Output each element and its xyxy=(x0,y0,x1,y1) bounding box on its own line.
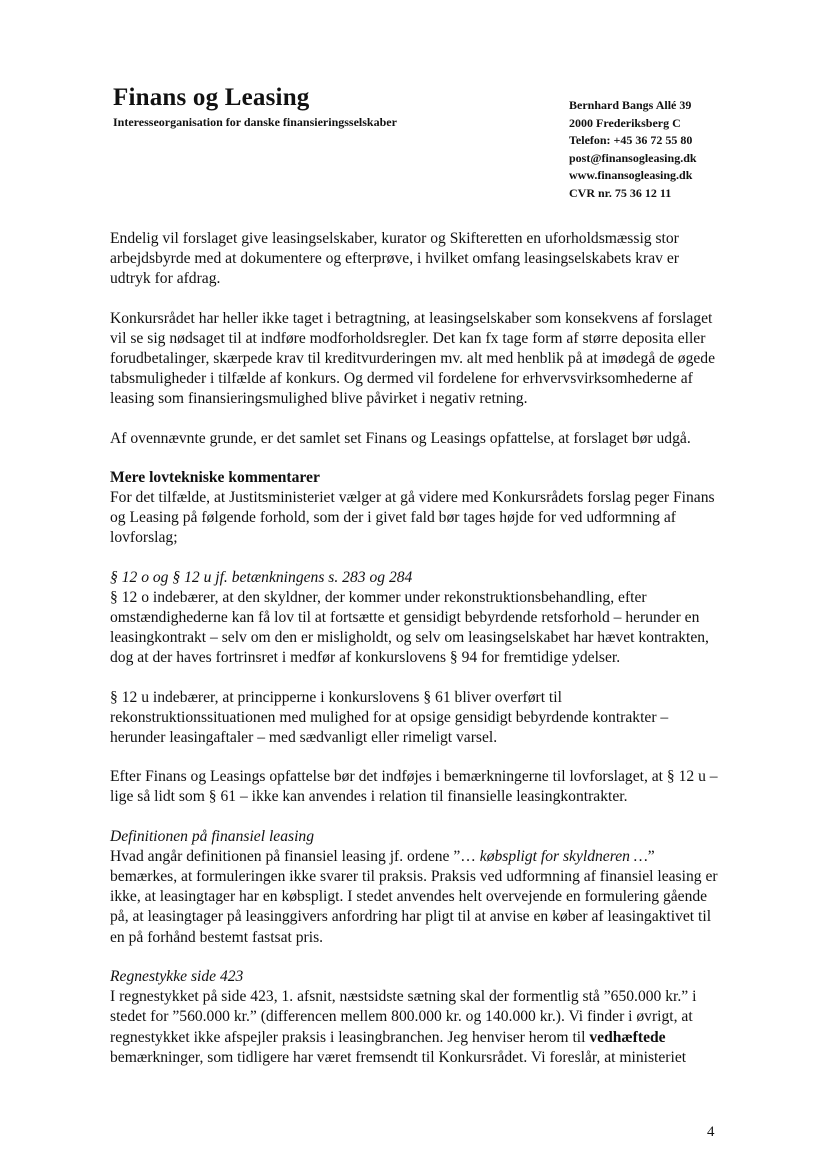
address-street: Bernhard Bangs Allé 39 xyxy=(569,98,692,112)
section-heading: Mere lovtekniske kommentarer xyxy=(110,468,320,486)
paragraph-calculation xyxy=(110,987,720,1068)
address-city: 2000 Frederiksberg C xyxy=(569,115,681,130)
calculation-attachment-word: vedhæftede xyxy=(589,1028,666,1046)
paragraph-definition xyxy=(110,847,720,948)
paragraph-countermeasures: Konkursrådet har heller ikke taget i betragtning, at leasingselskaber som konsekvens af forslaget vil se sig nødsaget til at indføre modforholdsregler. Det kan fx tage form af større deposita eller forudbetalinger, skærpede krav til kreditvurderingen mv. alt med henblik på at imødegå de øgede tabsmuligheder i tilfælde af konkurs. Og dermed vil fordelene for erhvervsvirksomhederne af leasing som finansieringsmulighed blive påvirket i negativ retning. xyxy=(110,309,716,408)
calculation-text-start: I regnestykket på side 423, 1. afsnit, næstsidste sætning skal der formentlig stå ”650.000 kr.” i stedet for ”560.000 kr.” (differencen mellem 800.000 kr. og 140.000 kr.). Vi finder i øvrigt, at regnestykket ikke afspejler praksis i leasingbranchen. Jeg henviser herom til xyxy=(110,988,697,1046)
paragraph-workload: Endelig vil forslaget give leasingselskaber, kurator og Skifteretten en uforholdsmæssig stor arbejdsbyrde med at dokumentere og efterprøve, i hvilket omfang leasingselskabets krav er udtryk for afdrag. xyxy=(110,230,679,288)
org-subtitle: Interesseorganisation for danske finansieringsselskaber xyxy=(113,115,397,129)
paragraph-opinion: Efter Finans og Leasings opfattelse bør det indføjes i bemærkningerne til lovforslaget, at § 12 u – lige så lidt som § 61 – ikke kan anvendes i relation til finansielle leasingkontrakter. xyxy=(110,768,718,806)
address-phone: Telefon: +45 36 72 55 80 xyxy=(569,133,693,148)
subsection-heading-definition: Definitionen på finansiel leasing xyxy=(110,827,314,845)
definition-text-end: ” bemærkes, at formuleringen ikke svarer til praksis. Praksis ved udformning af finansiel leasing er ikke, at leasingtager har en købspligt. I stedet anvendes helt overvejende en formulering gående på, at leasingtager på leasinggivers anfordring har pligt til at anvise en køber af leasingaktivet til en på forhånd bestemt fastsat pris. xyxy=(110,847,718,946)
address-email: post@finansogleasing.dk xyxy=(569,150,697,165)
calculation-text-end: bemærkninger, som tidligere har været fremsendt til Konkursrådet. Vi foreslår, at ministeriet xyxy=(110,1048,687,1066)
subsection-heading-paragraphs: § 12 o og § 12 u jf. betænkningens s. 283 og 284 xyxy=(110,568,413,586)
definition-text-start: Hvad angår definitionen på finansiel leasing jf. ordene ”… xyxy=(110,847,480,865)
paragraph-12u: § 12 u indebærer, at principperne i konkurslovens § 61 bliver overført til rekonstruktionssituationen med mulighed for at opsige gensidigt bebyrdende kontrakter – herunder leasingaftaler – med sædvanligt eller rimeligt varsel. xyxy=(110,688,669,747)
subsection-heading-calculation: Regnestykke side 423 xyxy=(110,967,244,985)
definition-quote: købspligt for skyldneren … xyxy=(479,847,648,865)
document-body xyxy=(110,229,720,1068)
paragraph-conclusion: Af ovennævnte grunde, er det samlet set Finans og Leasings opfattelse, at forslaget bør udgå. xyxy=(110,429,691,447)
address-website: www.finansogleasing.dk xyxy=(569,168,693,183)
org-name: Finans og Leasing xyxy=(113,84,310,111)
address-block xyxy=(569,97,697,203)
paragraph-intro: For det tilfælde, at Justitsministeriet vælger at gå videre med Konkursrådets forslag peger Finans og Leasing på følgende forhold, som der i givet fald bør tages højde for ved udformning af lovforslag; xyxy=(110,489,715,547)
address-cvr: CVR nr. 75 36 12 11 xyxy=(569,185,672,200)
page-number: 4 xyxy=(707,1124,715,1140)
paragraph-12o: § 12 o indebærer, at den skyldner, der kommer under rekonstruktionsbehandling, efter omstændighederne kan få lov til at fortsætte et gensidigt bebyrdende retsforhold – herunder en leasingkontrakt – selv om den er misligholdt, og selv om leasingselskabet har hævet kontrakten, dog at der haves fortrinsret i medfør af konkurslovens § 94 for fremtidige ydelser. xyxy=(110,588,709,667)
